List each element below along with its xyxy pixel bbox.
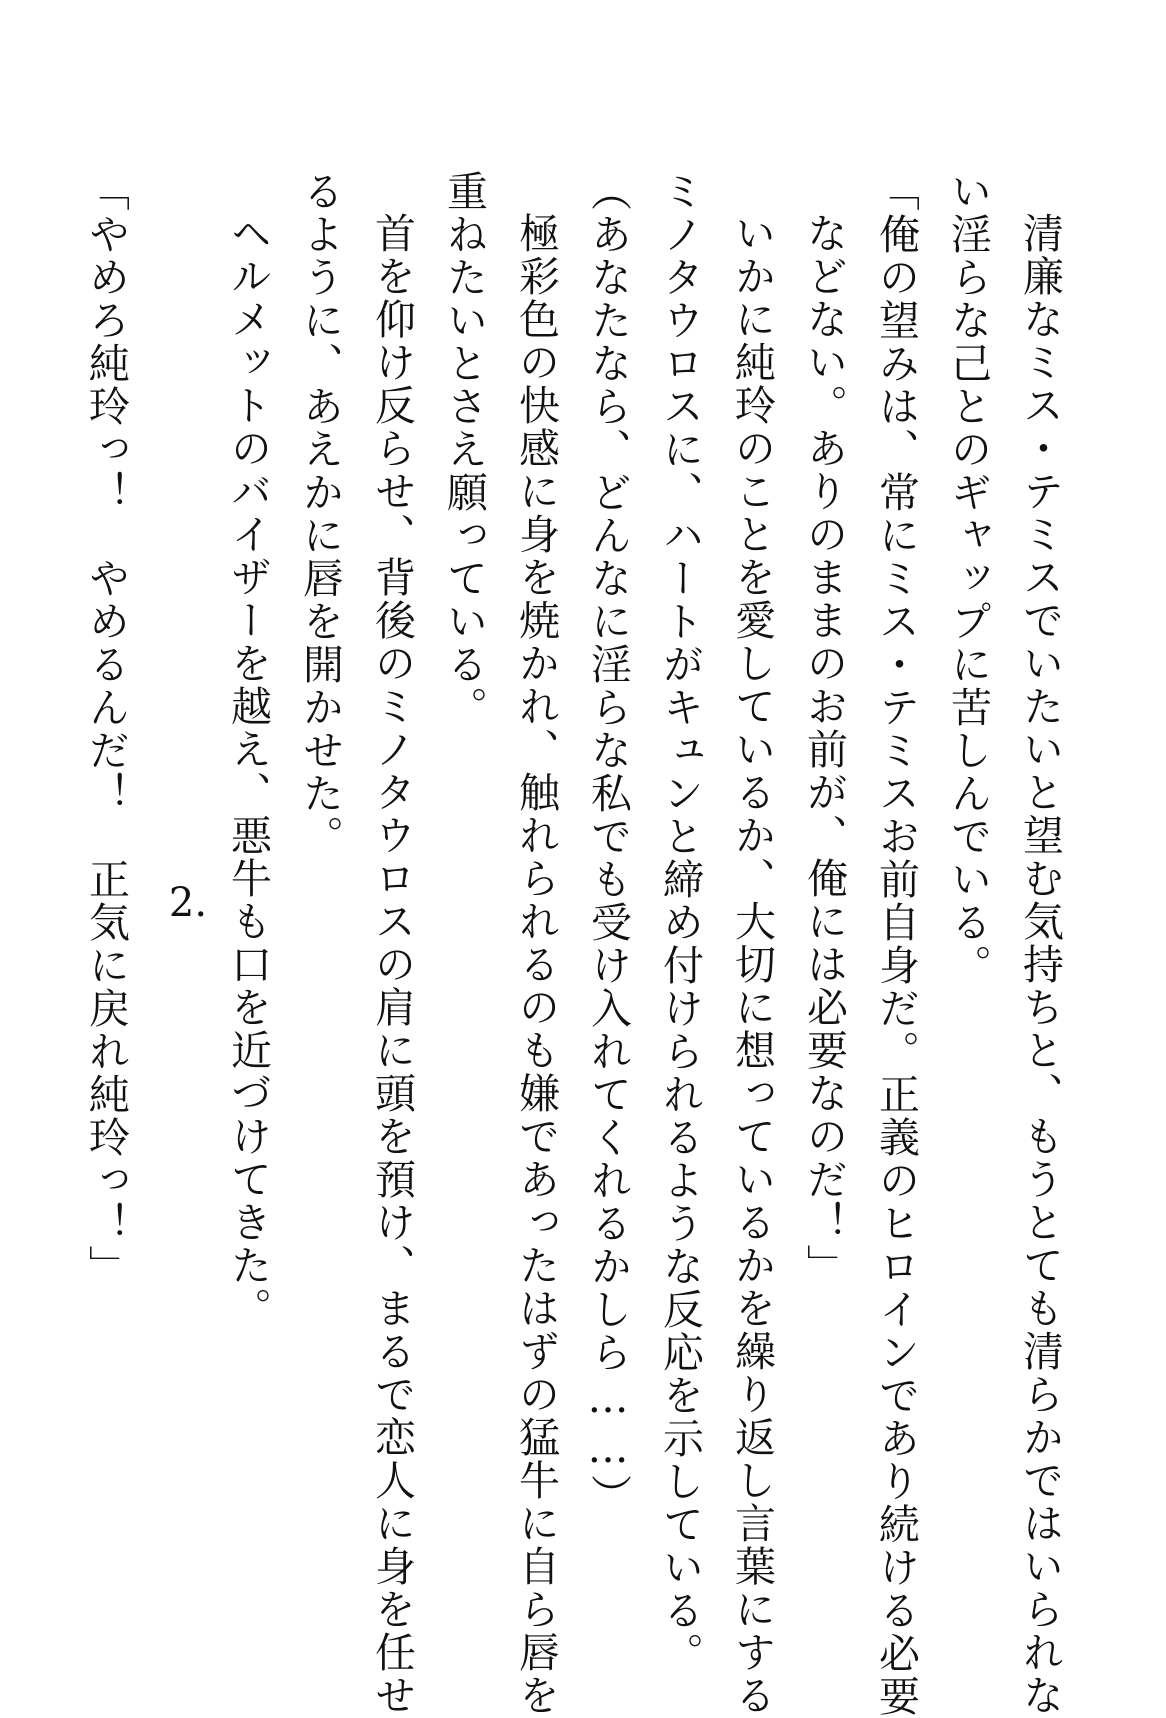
text-line: いかに純玲のことを愛しているか、大切に想っているかを繰り返し言葉にする <box>728 212 776 1717</box>
text-line: 清廉なミス・テミスでいたいと望む気持ちと、もうとても清らかではいられな <box>1016 212 1064 1717</box>
text-line: 「俺の望みは、常にミス・テミスお前自身だ。正義のヒロインであり続ける必要 <box>872 170 920 1718</box>
text-line: 極彩色の快感に身を焼かれ、触れられるのも嫌であったはずの猛牛に自ら唇を <box>512 212 560 1717</box>
text-line: 首を仰け反らせ、背後のミノタウロスの肩に頭を預け、まるで恋人に身を任せ <box>368 212 416 1717</box>
text-line: ヘルメットのバイザーを越え、悪牛も口を近づけてきた。 <box>224 212 272 1330</box>
text-line: るように、あえかに唇を開かせた。 <box>296 170 344 858</box>
text-line: などない。ありのままのお前が、俺には必要なのだ！」 <box>800 212 848 1287</box>
text-line: い淫らな己とのギャップに苦しんでいる。 <box>944 170 992 987</box>
section-break <box>142 170 212 1470</box>
text-line: 重ねたいとさえ願っている。 <box>440 170 488 729</box>
vertical-text-body <box>70 170 1076 1718</box>
text-line: ミノタウロスに、ハートがキュンと締め付けられるような反応を示している。 <box>656 170 704 1675</box>
text-line: （あなたなら、どんなに淫らな私でも受け入れてくれるかしら……） <box>584 170 632 1517</box>
chapter-marker: 2. <box>168 880 208 926</box>
text-line: 「やめろ純玲っ！ やめるんだ！ 正気に戻れ純玲っ！」 <box>82 170 130 1288</box>
